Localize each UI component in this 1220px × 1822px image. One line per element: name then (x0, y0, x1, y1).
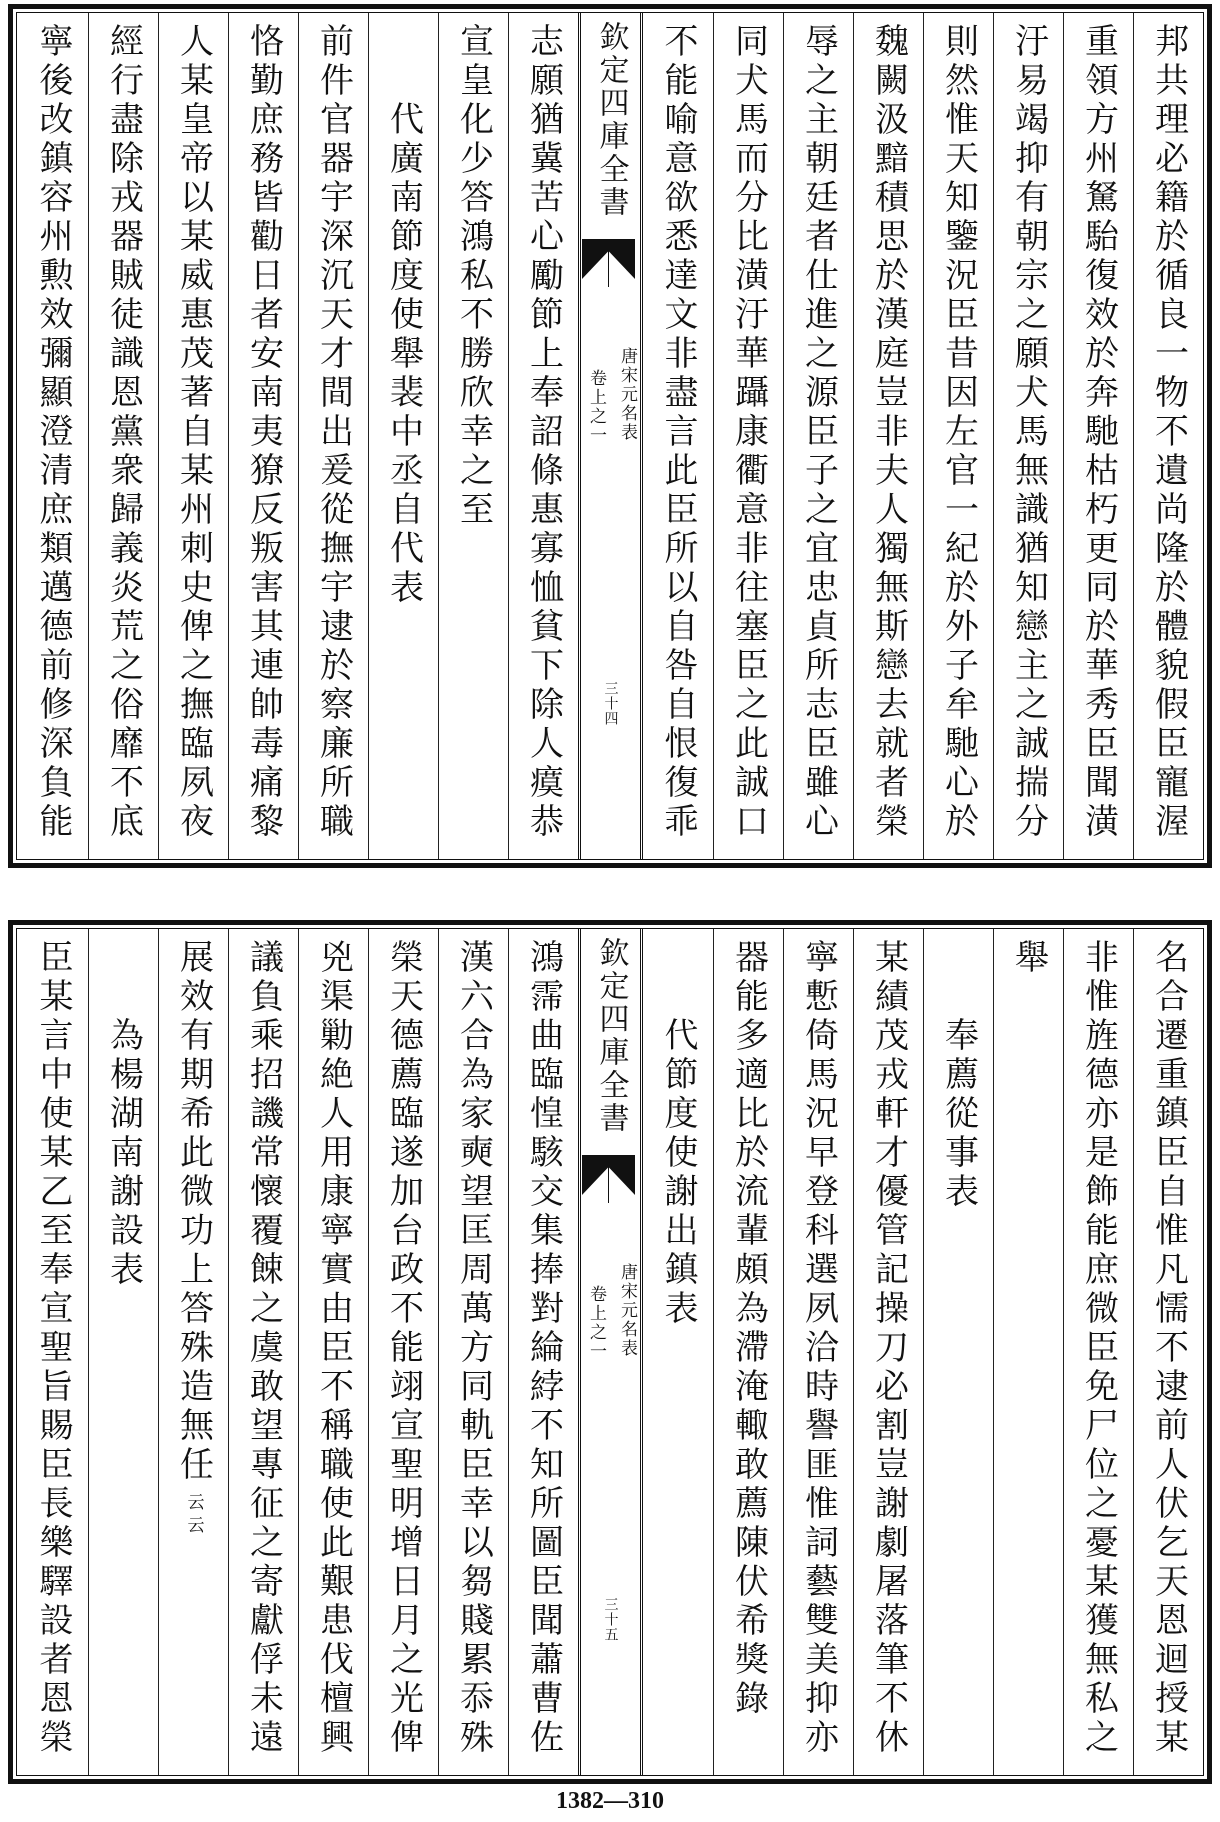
volume-label: 卷上之一 (586, 1285, 606, 1361)
column-text: 汙易竭抑有朝宗之願犬馬無識猶知戀主之誠揣分 (1008, 23, 1049, 842)
text-column (783, 929, 853, 1775)
book-title-label: 唐宋元名表 (617, 347, 637, 442)
column-text: 名合遷重鎮臣自惟凡懦不逮前人伏乞天恩迴授某 (1148, 939, 1189, 1758)
book-series-title: 欽定四庫全書 (593, 21, 629, 219)
text-column (783, 13, 853, 859)
text-column (1063, 929, 1133, 1775)
text-column (228, 13, 298, 859)
column-text: 重領方州駑駘復效於奔馳枯朽更同於華秀臣聞潢 (1078, 23, 1119, 842)
fishtail-mark (582, 239, 635, 287)
text-column (368, 929, 438, 1775)
page-reference-number: 1382—310 (556, 1788, 664, 1814)
text-column (298, 929, 368, 1775)
column-text: 兇渠勦絶人用康寧實由臣不稱職使此艱患伐檀興 (313, 939, 354, 1758)
text-column (228, 929, 298, 1775)
section-heading-column (368, 13, 438, 859)
page-center-column (578, 929, 643, 1775)
page-number: 三十五 (602, 1597, 619, 1642)
column-text: 魏闕汲黯積思於漢庭豈非夫人獨無斯戀去就者榮 (868, 23, 909, 842)
text-column (18, 929, 88, 1775)
column-text: 不能喻意欲悉達文非盡言此臣所以自咎自恨復乖 (658, 23, 698, 842)
column-text: 人某皇帝以某威惠茂著自某州刺史俾之撫臨夙夜 (173, 23, 214, 842)
column-text: 非惟旌德亦是飾能庶微臣免尸位之憂某獲無私之 (1078, 939, 1119, 1758)
text-column (508, 13, 578, 859)
bottom-page-frame (16, 928, 1204, 1776)
column-text: 舉 (1008, 939, 1049, 978)
text-column (1133, 13, 1203, 859)
column-text: 展效有期希此微功上答殊造無任 (173, 939, 214, 1485)
column-text: 邦共理必籍於循良一物不遺尚隆於體貌假臣寵渥 (1148, 23, 1189, 842)
column-text: 寧慙倚馬況早登科選夙洽時譽匪惟詞藝雙美抑亦 (798, 939, 839, 1758)
column-text: 漢六合為家奭望匡周萬方同軌臣幸以芻賤累忝殊 (453, 939, 494, 1758)
column-text: 鴻霈曲臨惶駭交集捧對綸綍不知所圖臣聞蕭曹佐 (523, 939, 564, 1758)
text-column (158, 13, 228, 859)
column-text: 志願猶冀苦心勵節上奉詔條惠寡恤貧下除人瘼恭 (523, 23, 564, 842)
column-text: 某績茂戎軒才優管記操刀必割豈謝劇屠落筆不休 (868, 939, 909, 1758)
text-column (298, 13, 368, 859)
book-series-title: 欽定四庫全書 (593, 937, 629, 1135)
text-column (923, 13, 993, 859)
column-text-wrapper (173, 929, 214, 1775)
text-column (713, 929, 783, 1775)
text-column (1063, 13, 1133, 859)
text-column (713, 13, 783, 859)
text-column (993, 929, 1063, 1775)
column-text: 恪勤庶務皆勸日者安南夷獠反叛害其連帥毒痛黎 (243, 23, 284, 842)
column-text: 經行盡除戎器賊徒識恩黨衆歸義炎荒之俗靡不底 (103, 23, 144, 842)
column-text: 辱之主朝廷者仕進之源臣子之宜忠貞所志臣雖心 (798, 23, 839, 842)
text-column (993, 13, 1063, 859)
top-half-page (8, 4, 1212, 868)
page-center-column (578, 13, 643, 859)
text-column (643, 13, 713, 859)
text-column (1133, 929, 1203, 1775)
book-title-label: 唐宋元名表 (617, 1263, 637, 1358)
column-text: 議負乘招譏常懷覆餗之虞敢望專征之寄獻俘未遠 (243, 939, 284, 1758)
section-heading-column (923, 929, 993, 1775)
column-text: 同犬馬而分比潢汙華躡康衢意非往塞臣之此誠口 (728, 23, 769, 842)
text-column (508, 929, 578, 1775)
column-text: 臣某言中使某乙至奉宣聖旨賜臣長樂驛設者恩榮 (33, 939, 73, 1758)
fishtail-mark (582, 1155, 635, 1203)
text-column (438, 929, 508, 1775)
top-page-frame (16, 12, 1204, 860)
volume-label: 卷上之一 (586, 369, 606, 445)
column-text: 器能多適比於流輩頗為滯淹輙敢薦陳伏希獎錄 (728, 939, 769, 1719)
text-column (853, 13, 923, 859)
section-heading: 代廣南節度使舉裴中丞自代表 (383, 101, 424, 608)
column-text: 則然惟天知鑒況臣昔因左官一紀於外子牟馳心於 (938, 23, 979, 842)
small-annotation: 云云 (183, 1493, 204, 1539)
text-column (853, 929, 923, 1775)
page-number: 三十四 (602, 681, 619, 726)
bottom-half-page (8, 920, 1212, 1784)
column-text: 宣皇化少答鴻私不勝欣幸之至 (453, 23, 494, 530)
section-heading: 為楊湖南謝設表 (103, 1017, 144, 1290)
section-heading: 代節度使謝出鎮表 (658, 1017, 698, 1329)
column-text: 寧後改鎮容州勲效彌顯澄清庶類邁德前修深負能 (33, 23, 73, 842)
text-column (158, 929, 228, 1775)
section-heading-column (88, 929, 158, 1775)
section-heading-column (643, 929, 713, 1775)
text-column (438, 13, 508, 859)
column-text: 榮天德薦臨遂加台政不能翊宣聖明增日月之光俾 (383, 939, 424, 1758)
text-column (18, 13, 88, 859)
section-heading: 奉薦從事表 (938, 1017, 979, 1212)
text-column (88, 13, 158, 859)
column-text: 前件官器宇深沉天才間出爰從撫宇逮於察廉所職 (313, 23, 354, 842)
